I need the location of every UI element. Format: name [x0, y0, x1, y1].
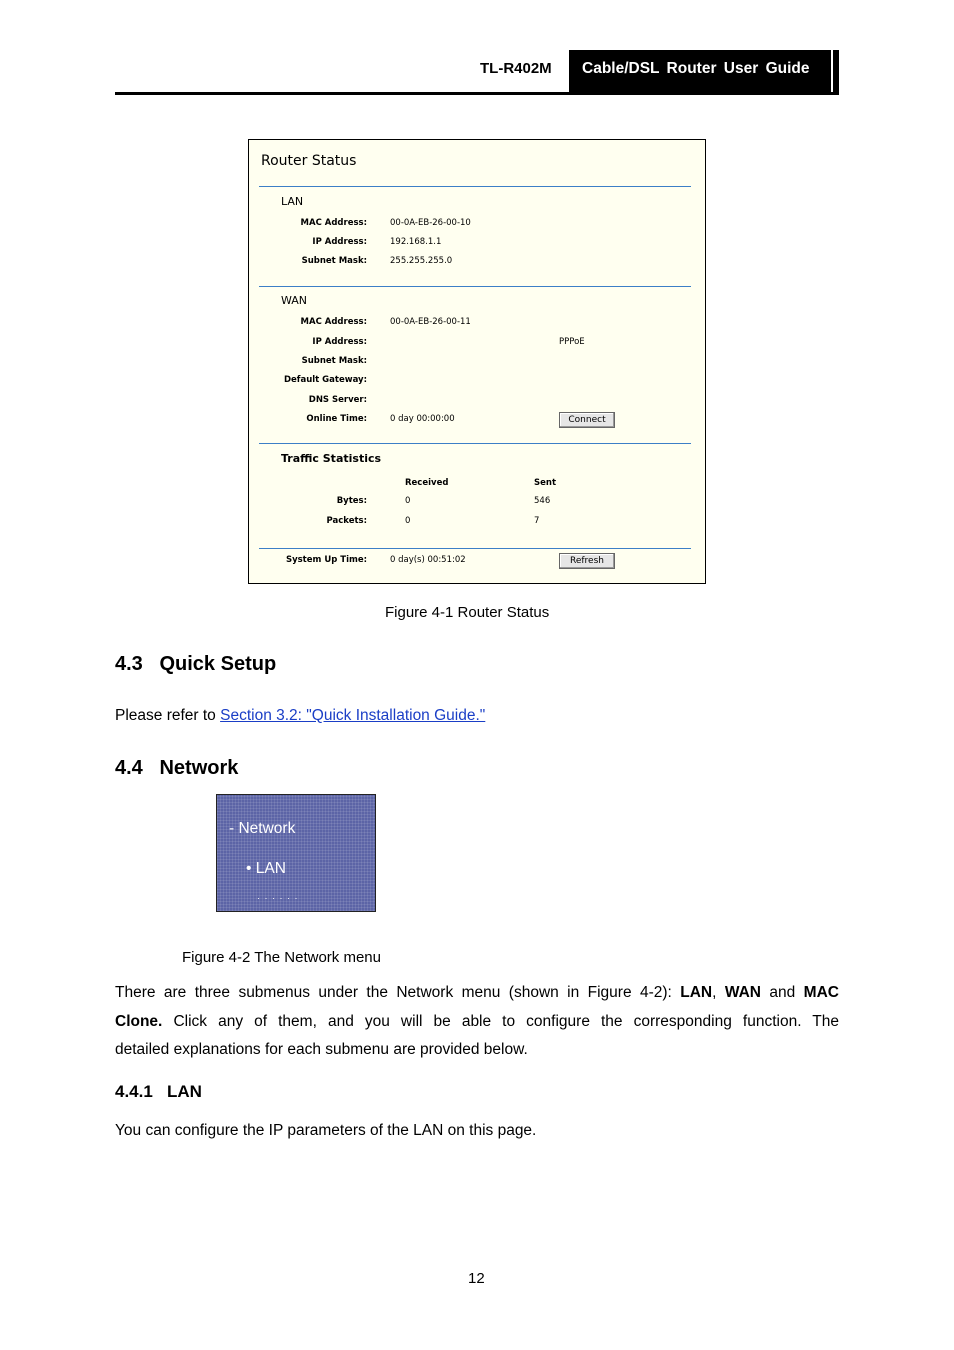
para-text: and [761, 984, 804, 1001]
figure-1-caption: Figure 4-1 Router Status [385, 604, 550, 621]
uptime-label: System Up Time: [285, 555, 367, 565]
quick-installation-link[interactable]: Section 3.2: "Quick Installation Guide." [220, 707, 486, 724]
para-bold-clone: Clone. [115, 1012, 163, 1030]
section-4-4-1-heading: 4.4.1 LAN [115, 1082, 202, 1101]
more-items-dots: · · · · · · [257, 893, 299, 903]
section-divider [259, 443, 691, 444]
wan-online-label: Online Time: [306, 414, 367, 424]
wan-heading: WAN [281, 294, 308, 307]
traffic-bytes-sent: 546 [534, 496, 551, 506]
traffic-packets-sent: 7 [534, 516, 540, 526]
section-divider [259, 548, 691, 549]
para-bold-wan: WAN [724, 984, 761, 1001]
header-title: Cable/DSL Router User Guide [582, 60, 810, 77]
traffic-received-header: Received [405, 478, 449, 488]
para-bold-mac: MAC [803, 984, 839, 1001]
header-model: TL-R402M [480, 60, 552, 77]
traffic-sent-header: Sent [534, 478, 557, 488]
traffic-packets-label: Packets: [326, 516, 367, 526]
wan-connection-type: PPPoE [559, 337, 585, 347]
lan-paragraph: You can configure the IP parameters of the LAN on this page. [115, 1122, 537, 1139]
section-divider [259, 186, 691, 187]
quick-setup-paragraph [115, 702, 485, 731]
network-menu-item[interactable]: - Network [229, 820, 296, 837]
network-paragraph [115, 979, 839, 1065]
lan-ip-value: 192.168.1.1 [390, 237, 442, 247]
refresh-button[interactable]: Refresh [559, 553, 615, 569]
header-rule [115, 92, 839, 95]
wan-dns-label: DNS Server: [308, 395, 367, 405]
lan-mask-label: Subnet Mask: [301, 256, 367, 266]
para-text: There are three submenus under the Network menu (shown in Figure 4-2): [115, 984, 681, 1001]
paragraph-line-1 [115, 979, 839, 1008]
lan-mac-value: 00-0A-EB-26-00-10 [390, 218, 471, 228]
section-4-4-heading: 4.4 Network [115, 757, 239, 779]
traffic-bytes-received: 0 [405, 496, 411, 506]
quick-setup-text: Please refer to [115, 707, 221, 724]
router-status-figure [248, 139, 706, 584]
wan-online-value: 0 day 00:00:00 [390, 414, 455, 424]
para-bold-lan: LAN [680, 984, 713, 1001]
lan-mask-value: 255.255.255.0 [390, 256, 453, 266]
router-status-title: Router Status [261, 153, 357, 169]
section-divider [259, 286, 691, 287]
network-menu-figure [216, 794, 376, 912]
uptime-value: 0 day(s) 00:51:02 [390, 555, 466, 565]
lan-heading: LAN [281, 195, 304, 208]
paragraph-line-3: detailed explanations for each submenu are provided below. [115, 1041, 528, 1058]
section-4-3-heading: 4.3 Quick Setup [115, 653, 277, 675]
figure-2-caption: Figure 4-2 The Network menu [182, 949, 381, 966]
para-text: , [712, 984, 725, 1001]
traffic-bytes-label: Bytes: [336, 496, 367, 506]
wan-mac-label: MAC Address: [300, 317, 367, 327]
header-box-edge [833, 50, 839, 93]
traffic-heading: Traffic Statistics [281, 452, 382, 465]
wan-mask-label: Subnet Mask: [301, 356, 367, 366]
wan-ip-label: IP Address: [312, 337, 367, 347]
para-text: Click any of them, and you will be able to configure the corresponding function. The [162, 1012, 839, 1030]
traffic-packets-received: 0 [405, 516, 411, 526]
lan-menu-item[interactable]: • LAN [246, 860, 286, 877]
wan-mac-value: 00-0A-EB-26-00-11 [390, 317, 471, 327]
lan-mac-label: MAC Address: [300, 218, 367, 228]
wan-gateway-label: Default Gateway: [283, 375, 367, 385]
paragraph-line-2 [115, 1008, 839, 1037]
lan-ip-label: IP Address: [312, 237, 367, 247]
page-number: 12 [468, 1270, 485, 1287]
connect-button[interactable]: Connect [559, 412, 615, 428]
